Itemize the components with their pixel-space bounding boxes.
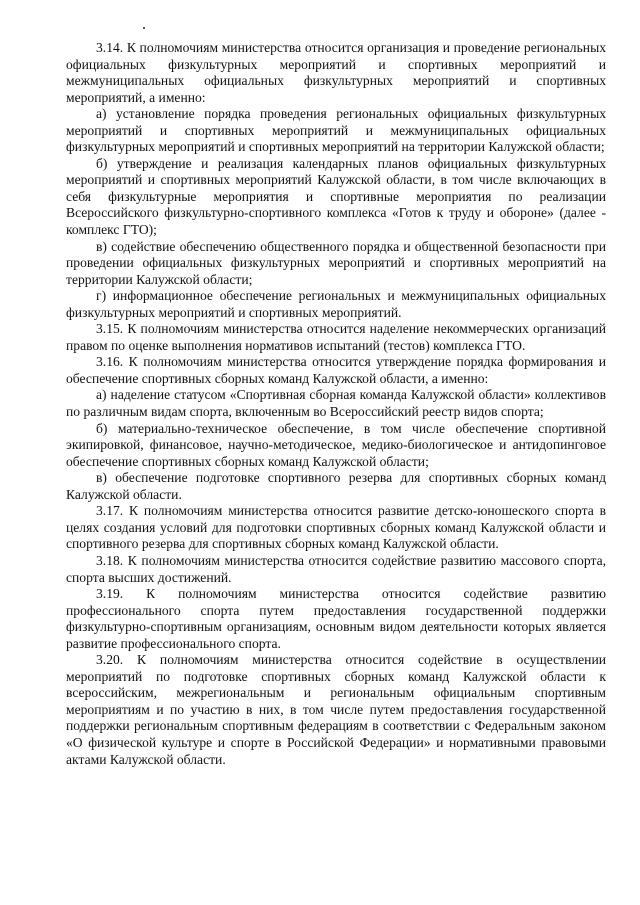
paragraph-3-16: 3.16. К полномочиям министерства относится утверждение порядка формирования и обеспечение спортивных сборных команд Калужской области, а именно: — [66, 354, 606, 386]
paragraph-3-16-a: а) наделение статусом «Спортивная сборная команда Калужской области» коллективов по различным видам спорта, включенным во Всероссийский реестр видов спорта; — [66, 387, 606, 420]
paragraph-3-14: 3.14. К полномочиям министерства относится организация и проведение региональных официальных физкультурных мероприятий и спортивных мероприятий и межмуниципальных официальных физкультурных мероприятий и спортивных мероприятий, а именно: — [66, 40, 606, 105]
document-page — [66, 40, 606, 768]
scan-dot — [143, 27, 145, 29]
paragraph-3-19: 3.19. К полномочиям министерства относится содействие развитию профессионального спорта путем предоставления государственной поддержки физкультурно-спортивным организациям, основным видом деятельности которых является развитие профессионального спорта. — [66, 586, 606, 651]
paragraph-3-14-a: а) установление порядка проведения региональных официальных физкультурных мероприятий и спортивных мероприятий и межмуниципальных официальных физкультурных мероприятий и спортивных мероприятий на территории Калужской области; — [66, 106, 606, 155]
paragraph-3-15: 3.15. К полномочиям министерства относится наделение некоммерческих организаций правом по оценке выполнения нормативов испытаний (тестов) комплекса ГТО. — [66, 321, 606, 353]
paragraph-3-20: 3.20. К полномочиям министерства относится содействие в осуществлении мероприятий по подготовке спортивных сборных команд Калужской области к всероссийским, межрегиональным и региональным официальным спортивным мероприятиям и по участию в них, в том числе путем предоставления государственной поддержки региональным спортивным федерациям в соответствии с Федеральным законом «О физической культуре и спорте в Российской Федерации» и нормативными правовыми актами Калужской области. — [66, 652, 606, 767]
paragraph-3-16-b: б) материально-техническое обеспечение, в том числе обеспечение спортивной экипировкой, финансовое, научно-методическое, медико-биологическое и антидопинговое обеспечение спортивных сборных команд Калужской области; — [66, 420, 606, 469]
paragraph-3-18: 3.18. К полномочиям министерства относится содействие развитию массового спорта, спорта высших достижений. — [66, 552, 606, 585]
paragraph-3-17: 3.17. К полномочиям министерства относится развитие детско-юношеского спорта в целях создания условий для подготовки спортивных сборных команд Калужской области и спортивного резерва для спортивных сборных команд Калужской области. — [66, 503, 606, 552]
paragraph-3-14-b: б) утверждение и реализация календарных планов официальных физкультурных мероприятий и спортивных мероприятий Калужской области, в том числе включающих в себя физкультурные мероприятия и спортивные мероприятия по реализации Всероссийского физкультурно-спортивного комплекса «Готов к труду и обороне» (далее - комплекс ГТО); — [66, 155, 606, 238]
paragraph-3-16-v: в) обеспечение подготовке спортивного резерва для спортивных сборных команд Калужской области. — [66, 470, 606, 502]
paragraph-3-14-v: в) содействие обеспечению общественного порядка и общественной безопасности при проведении официальных физкультурных мероприятий и спортивных мероприятий на территории Калужской области; — [66, 238, 606, 287]
paragraph-3-14-g: г) информационное обеспечение региональных и межмуниципальных официальных физкультурных мероприятий и спортивных мероприятий. — [66, 288, 606, 320]
